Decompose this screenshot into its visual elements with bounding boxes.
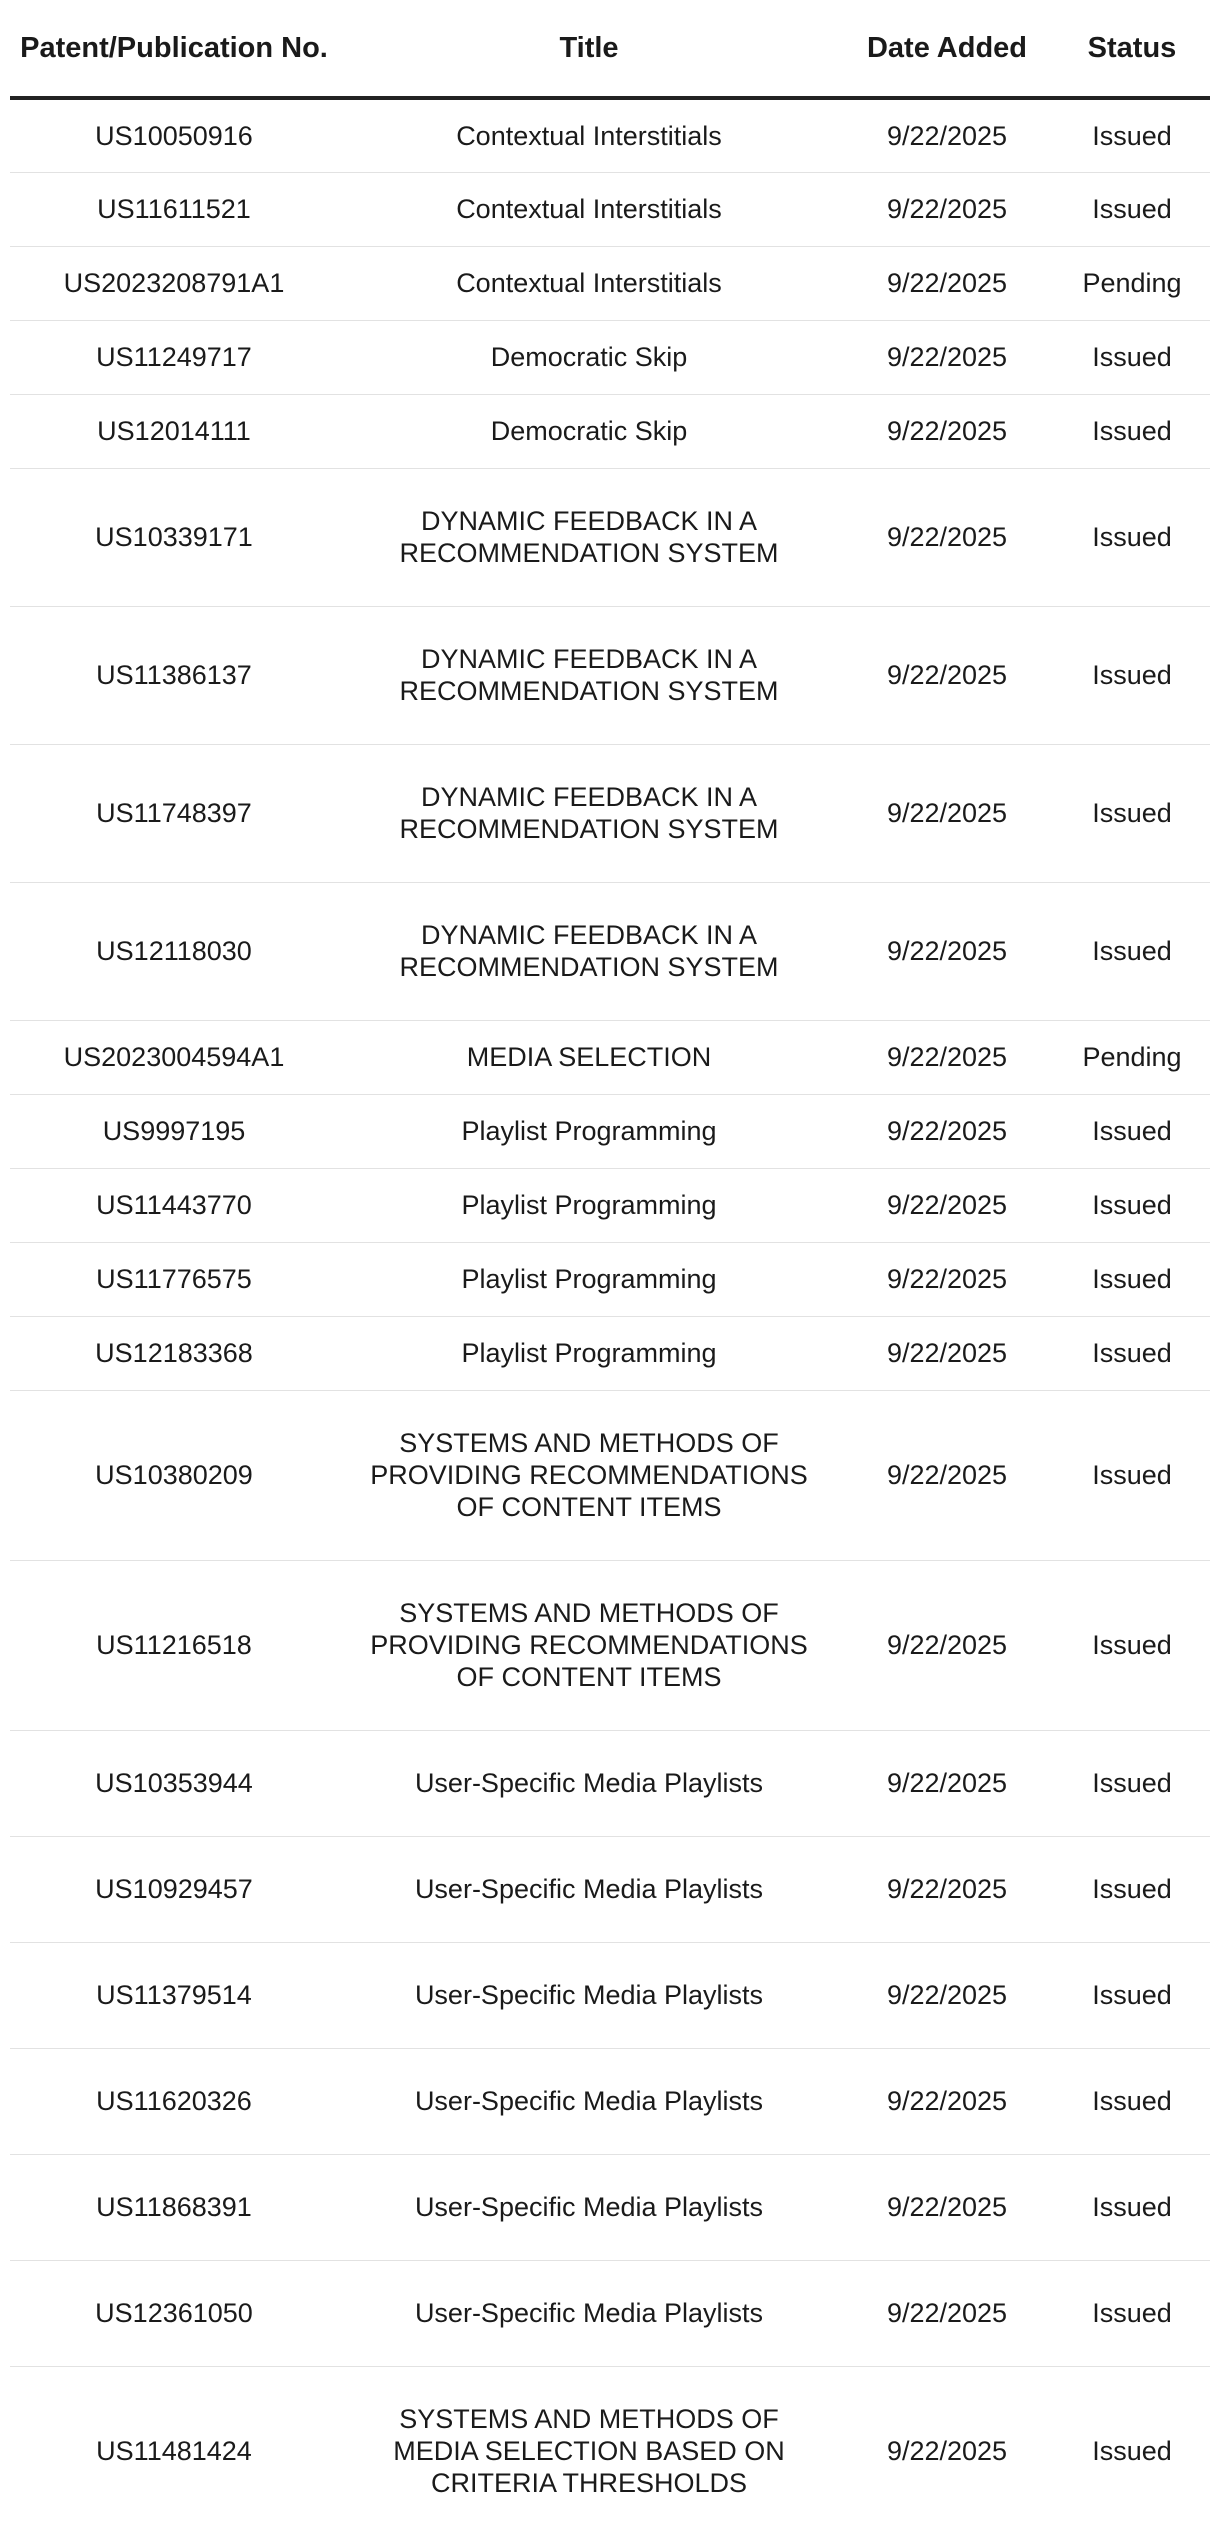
date-cell: 9/22/2025 [840,1730,1054,1836]
table-row [10,172,1210,246]
table-header [10,0,1210,98]
patent-number-cell: US10380209 [10,1390,338,1560]
title-cell: SYSTEMS AND METHODS OF PROVIDING RECOMMENDATIONS OF CONTENT ITEMS [338,1560,840,1730]
status-cell: Pending [1054,246,1210,320]
date-cell: 9/22/2025 [840,882,1054,1020]
date-cell: 9/22/2025 [840,1836,1054,1942]
status-cell: Issued [1054,172,1210,246]
status-cell: Issued [1054,1942,1210,2048]
patent-number-cell: US10353944 [10,1730,338,1836]
date-cell: 9/22/2025 [840,606,1054,744]
patent-number-cell: US10929457 [10,1836,338,1942]
table-row [10,468,1210,606]
date-cell: 9/22/2025 [840,1242,1054,1316]
patent-number-cell: US9997195 [10,1094,338,1168]
status-cell: Issued [1054,1730,1210,1836]
title-cell: DYNAMIC FEEDBACK IN A RECOMMENDATION SYSTEM [338,606,840,744]
date-cell: 9/22/2025 [840,1020,1054,1094]
date-cell: 9/22/2025 [840,468,1054,606]
table-row [10,2048,1210,2154]
table-row [10,1242,1210,1316]
table-row [10,1836,1210,1942]
status-cell: Issued [1092,2436,1172,2467]
patent-number-cell: US2023208791A1 [10,246,338,320]
title-cell: SYSTEMS AND METHODS OF MEDIA SELECTION BASED ON CRITERIA THRESHOLDS [393,2404,785,2499]
title-cell: DYNAMIC FEEDBACK IN A RECOMMENDATION SYSTEM [338,744,840,882]
patent-number-cell: US10339171 [10,468,338,606]
title-cell: User-Specific Media Playlists [338,1942,840,2048]
title-cell: User-Specific Media Playlists [338,2154,840,2260]
status-cell: Issued [1054,1316,1210,1390]
table-row [10,1390,1210,1560]
status-cell: Pending [1054,1020,1210,1094]
table-row [10,882,1210,1020]
title-cell: DYNAMIC FEEDBACK IN A RECOMMENDATION SYSTEM [338,882,840,1020]
title-cell: Democratic Skip [338,394,840,468]
table-row [10,320,1210,394]
table-row [10,1730,1210,1836]
status-cell: Issued [1054,606,1210,744]
status-cell: Issued [1054,1242,1210,1316]
column-header-status: Status [1054,0,1210,98]
patent-number-cell: US10050916 [10,98,338,172]
patent-number-cell: US11481424 [96,2436,252,2467]
patent-number-cell: US2023004594A1 [10,1020,338,1094]
patent-number-cell: US11776575 [10,1242,338,1316]
patent-number-cell: US12014111 [10,394,338,468]
status-cell: Issued [1054,2048,1210,2154]
title-cell: Playlist Programming [338,1168,840,1242]
date-cell: 9/22/2025 [840,2260,1054,2366]
title-cell: Contextual Interstitials [338,98,840,172]
date-cell: 9/22/2025 [840,246,1054,320]
date-cell: 9/22/2025 [840,1390,1054,1560]
date-cell: 9/22/2025 [840,98,1054,172]
status-cell: Issued [1054,468,1210,606]
table-row [10,394,1210,468]
table-row [10,1316,1210,1390]
title-cell: Playlist Programming [338,1316,840,1390]
status-cell: Issued [1054,1390,1210,1560]
date-cell: 9/22/2025 [840,2154,1054,2260]
patent-number-cell: US11249717 [10,320,338,394]
date-cell: 9/22/2025 [840,394,1054,468]
patent-number-cell: US11443770 [10,1168,338,1242]
table-row [10,606,1210,744]
patent-number-cell: US12183368 [10,1316,338,1390]
date-cell: 9/22/2025 [840,744,1054,882]
title-cell: Playlist Programming [338,1094,840,1168]
status-cell: Issued [1054,882,1210,1020]
title-cell: Contextual Interstitials [338,172,840,246]
title-cell: User-Specific Media Playlists [338,2260,840,2366]
patent-number-cell: US12118030 [10,882,338,1020]
date-cell: 9/22/2025 [840,1560,1054,1730]
status-cell: Issued [1054,1560,1210,1730]
header-row [10,0,1210,98]
column-header-date: Date Added [840,0,1054,98]
status-cell: Issued [1054,1836,1210,1942]
patent-number-cell: US11379514 [10,1942,338,2048]
date-cell: 9/22/2025 [840,1316,1054,1390]
patent-number-cell: US12361050 [10,2260,338,2366]
table-row [10,246,1210,320]
title-cell: User-Specific Media Playlists [338,1836,840,1942]
table-row [10,1094,1210,1168]
patent-number-cell: US11620326 [10,2048,338,2154]
status-cell: Issued [1054,320,1210,394]
status-cell: Issued [1054,394,1210,468]
table-row [10,2154,1210,2260]
status-cell: Issued [1054,1168,1210,1242]
title-cell: SYSTEMS AND METHODS OF PROVIDING RECOMMENDATIONS OF CONTENT ITEMS [338,1390,840,1560]
title-cell: DYNAMIC FEEDBACK IN A RECOMMENDATION SYSTEM [338,468,840,606]
status-cell: Issued [1054,1094,1210,1168]
table-row [10,1942,1210,2048]
patent-number-cell: US11748397 [10,744,338,882]
table-row [10,2260,1210,2366]
date-cell: 9/22/2025 [840,172,1054,246]
table-row [10,98,1210,172]
patent-table [10,0,1210,2536]
patent-number-cell: US11386137 [10,606,338,744]
title-cell: Democratic Skip [338,320,840,394]
table-row [10,744,1210,882]
date-cell: 9/22/2025 [840,320,1054,394]
column-header-number: Patent/Publication No. [10,0,338,98]
table-body [10,98,1210,2536]
status-cell: Issued [1054,744,1210,882]
table-row [10,2366,1210,2536]
patent-number-cell: US11216518 [10,1560,338,1730]
date-cell: 9/22/2025 [840,2048,1054,2154]
date-cell: 9/22/2025 [840,1942,1054,2048]
table-row [10,1020,1210,1094]
status-cell: Issued [1054,2260,1210,2366]
title-cell: User-Specific Media Playlists [338,1730,840,1836]
column-header-title: Title [338,0,840,98]
title-cell: Contextual Interstitials [338,246,840,320]
patent-number-cell: US11611521 [10,172,338,246]
title-cell: User-Specific Media Playlists [338,2048,840,2154]
patent-table-container [10,0,1210,2536]
table-row [10,1560,1210,1730]
date-cell: 9/22/2025 [886,2436,1008,2467]
date-cell: 9/22/2025 [840,1168,1054,1242]
title-cell: MEDIA SELECTION [338,1020,840,1094]
table-row [10,1168,1210,1242]
title-cell: Playlist Programming [338,1242,840,1316]
date-cell: 9/22/2025 [840,1094,1054,1168]
status-cell: Issued [1054,98,1210,172]
patent-number-cell: US11868391 [10,2154,338,2260]
status-cell: Issued [1054,2154,1210,2260]
